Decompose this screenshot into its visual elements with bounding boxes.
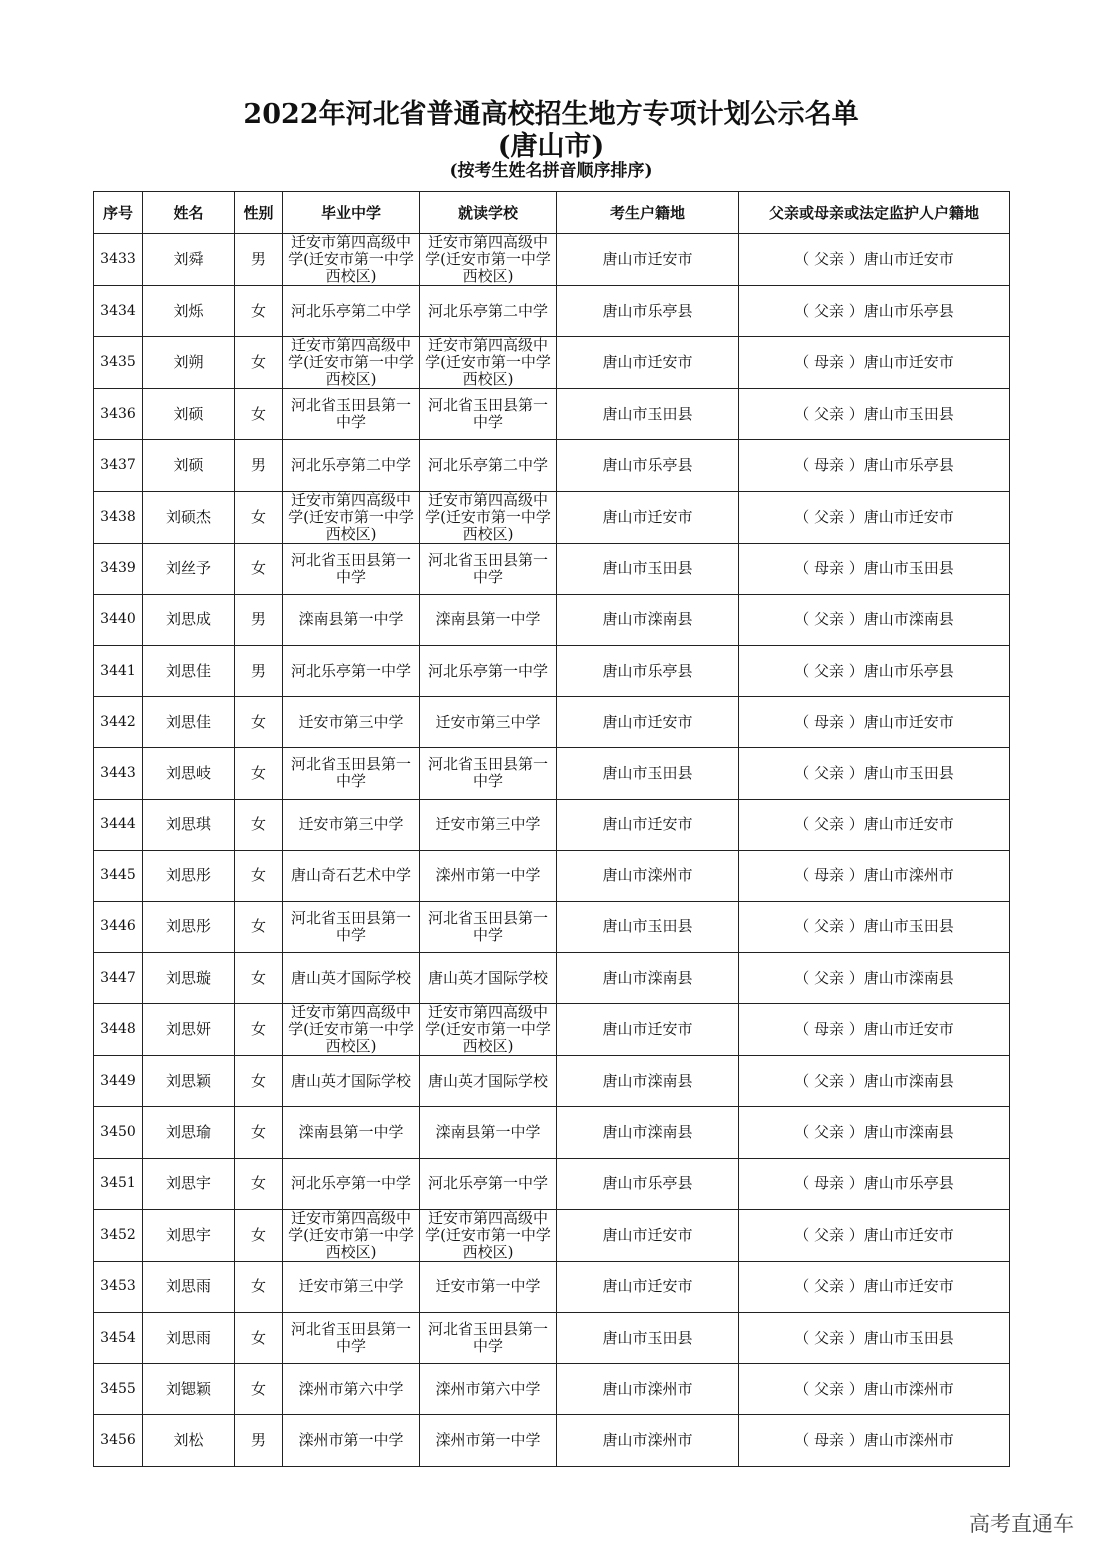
cell-name: 刘思岐 <box>143 748 235 799</box>
cell-grad-school: 河北省玉田县第一中学 <box>283 748 420 799</box>
cell-name: 刘锶颖 <box>143 1364 235 1415</box>
cell-parent-hukou: （ 父亲 ）唐山市乐亭县 <box>739 645 1010 696</box>
cell-name: 刘思彤 <box>143 850 235 901</box>
cell-name: 刘思雨 <box>143 1313 235 1364</box>
cell-id: 3441 <box>94 645 143 696</box>
cell-gender: 女 <box>235 697 283 748</box>
cell-gender: 男 <box>235 594 283 645</box>
cell-gender: 女 <box>235 491 283 543</box>
cell-name: 刘思成 <box>143 594 235 645</box>
cell-hukou: 唐山市乐亭县 <box>557 645 739 696</box>
cell-name: 刘硕杰 <box>143 491 235 543</box>
cell-name: 刘思佳 <box>143 697 235 748</box>
cell-name: 刘松 <box>143 1415 235 1466</box>
cell-parent-hukou: （ 父亲 ）唐山市滦南县 <box>739 594 1010 645</box>
cell-parent-hukou: （ 母亲 ）唐山市滦州市 <box>739 850 1010 901</box>
cell-name: 刘硕 <box>143 389 235 440</box>
page-title: 2022年河北省普通高校招生地方专项计划公示名单 <box>243 99 859 130</box>
header-parent-hukou: 父亲或母亲或法定监护人户籍地 <box>739 192 1010 234</box>
table-row <box>94 1209 1010 1261</box>
cell-parent-hukou: （ 母亲 ）唐山市迁安市 <box>739 697 1010 748</box>
cell-current-school: 滦州市第一中学 <box>420 850 557 901</box>
header-hukou: 考生户籍地 <box>557 192 739 234</box>
cell-id: 3433 <box>94 234 143 286</box>
cell-id: 3442 <box>94 697 143 748</box>
cell-name: 刘烁 <box>143 286 235 337</box>
cell-current-school: 河北乐亭第一中学 <box>420 645 557 696</box>
cell-current-school: 河北省玉田县第一中学 <box>420 389 557 440</box>
cell-name: 刘思瑜 <box>143 1107 235 1158</box>
cell-grad-school: 迁安市第四高级中学(迁安市第一中学西校区) <box>283 1004 420 1056</box>
cell-name: 刘硕 <box>143 440 235 491</box>
cell-current-school: 迁安市第四高级中学(迁安市第一中学西校区) <box>420 1209 557 1261</box>
cell-current-school: 迁安市第三中学 <box>420 799 557 850</box>
table-body <box>94 234 1010 1467</box>
cell-grad-school: 河北省玉田县第一中学 <box>283 543 420 594</box>
cell-hukou: 唐山市玉田县 <box>557 901 739 952</box>
cell-name: 刘思璇 <box>143 953 235 1004</box>
cell-current-school: 河北省玉田县第一中学 <box>420 1313 557 1364</box>
cell-grad-school: 迁安市第四高级中学(迁安市第一中学西校区) <box>283 234 420 286</box>
cell-hukou: 唐山市滦南县 <box>557 1107 739 1158</box>
cell-current-school: 河北省玉田县第一中学 <box>420 543 557 594</box>
cell-hukou: 唐山市玉田县 <box>557 748 739 799</box>
cell-parent-hukou: （ 母亲 ）唐山市滦州市 <box>739 1415 1010 1466</box>
cell-current-school: 唐山英才国际学校 <box>420 1056 557 1107</box>
cell-parent-hukou: （ 父亲 ）唐山市玉田县 <box>739 748 1010 799</box>
cell-grad-school: 河北省玉田县第一中学 <box>283 389 420 440</box>
table-row <box>94 1313 1010 1364</box>
cell-hukou: 唐山市滦南县 <box>557 1056 739 1107</box>
header-current-school: 就读学校 <box>420 192 557 234</box>
table-row <box>94 286 1010 337</box>
cell-gender: 男 <box>235 234 283 286</box>
table-row <box>94 234 1010 286</box>
cell-current-school: 河北乐亭第二中学 <box>420 286 557 337</box>
cell-id: 3453 <box>94 1261 143 1312</box>
cell-id: 3449 <box>94 1056 143 1107</box>
cell-name: 刘思宇 <box>143 1158 235 1209</box>
table-row <box>94 1004 1010 1056</box>
cell-current-school: 迁安市第四高级中学(迁安市第一中学西校区) <box>420 234 557 286</box>
cell-name: 刘思雨 <box>143 1261 235 1312</box>
roster-table <box>93 191 1010 1467</box>
cell-id: 3443 <box>94 748 143 799</box>
table-row <box>94 748 1010 799</box>
cell-current-school: 滦南县第一中学 <box>420 594 557 645</box>
header-gender: 性别 <box>235 192 283 234</box>
table-row <box>94 1107 1010 1158</box>
cell-hukou: 唐山市迁安市 <box>557 1004 739 1056</box>
cell-parent-hukou: （ 父亲 ）唐山市迁安市 <box>739 1209 1010 1261</box>
cell-hukou: 唐山市迁安市 <box>557 1209 739 1261</box>
cell-parent-hukou: （ 父亲 ）唐山市滦南县 <box>739 1056 1010 1107</box>
cell-current-school: 河北省玉田县第一中学 <box>420 748 557 799</box>
sort-note: (按考生姓名拼音顺序排序) <box>449 161 653 181</box>
cell-id: 3454 <box>94 1313 143 1364</box>
cell-gender: 女 <box>235 953 283 1004</box>
cell-id: 3436 <box>94 389 143 440</box>
cell-grad-school: 迁安市第三中学 <box>283 697 420 748</box>
cell-grad-school: 河北省玉田县第一中学 <box>283 901 420 952</box>
cell-gender: 男 <box>235 645 283 696</box>
cell-hukou: 唐山市迁安市 <box>557 697 739 748</box>
cell-gender: 女 <box>235 1056 283 1107</box>
cell-current-school: 迁安市第四高级中学(迁安市第一中学西校区) <box>420 1004 557 1056</box>
cell-grad-school: 河北省玉田县第一中学 <box>283 1313 420 1364</box>
cell-parent-hukou: （ 父亲 ）唐山市玉田县 <box>739 389 1010 440</box>
cell-hukou: 唐山市迁安市 <box>557 337 739 389</box>
page-subtitle: (唐山市) <box>497 131 605 162</box>
header-id: 序号 <box>94 192 143 234</box>
cell-parent-hukou: （ 母亲 ）唐山市迁安市 <box>739 337 1010 389</box>
cell-gender: 女 <box>235 1364 283 1415</box>
cell-gender: 女 <box>235 850 283 901</box>
cell-gender: 男 <box>235 440 283 491</box>
cell-hukou: 唐山市乐亭县 <box>557 1158 739 1209</box>
cell-name: 刘思颖 <box>143 1056 235 1107</box>
table-row <box>94 850 1010 901</box>
cell-hukou: 唐山市滦南县 <box>557 953 739 1004</box>
cell-grad-school: 唐山英才国际学校 <box>283 1056 420 1107</box>
cell-id: 3438 <box>94 491 143 543</box>
table-row <box>94 491 1010 543</box>
cell-current-school: 迁安市第三中学 <box>420 697 557 748</box>
table-row <box>94 389 1010 440</box>
cell-gender: 女 <box>235 901 283 952</box>
cell-id: 3437 <box>94 440 143 491</box>
cell-name: 刘舜 <box>143 234 235 286</box>
cell-name: 刘思琪 <box>143 799 235 850</box>
cell-grad-school: 唐山奇石艺术中学 <box>283 850 420 901</box>
cell-parent-hukou: （ 父亲 ）唐山市乐亭县 <box>739 286 1010 337</box>
cell-parent-hukou: （ 父亲 ）唐山市玉田县 <box>739 1313 1010 1364</box>
cell-hukou: 唐山市乐亭县 <box>557 286 739 337</box>
cell-id: 3447 <box>94 953 143 1004</box>
cell-current-school: 河北乐亭第二中学 <box>420 440 557 491</box>
cell-hukou: 唐山市滦州市 <box>557 850 739 901</box>
cell-hukou: 唐山市迁安市 <box>557 1261 739 1312</box>
cell-current-school: 迁安市第四高级中学(迁安市第一中学西校区) <box>420 337 557 389</box>
cell-parent-hukou: （ 父亲 ）唐山市滦南县 <box>739 1107 1010 1158</box>
cell-parent-hukou: （ 父亲 ）唐山市滦州市 <box>739 1364 1010 1415</box>
cell-hukou: 唐山市玉田县 <box>557 1313 739 1364</box>
cell-current-school: 迁安市第一中学 <box>420 1261 557 1312</box>
cell-name: 刘丝予 <box>143 543 235 594</box>
cell-grad-school: 河北乐亭第二中学 <box>283 440 420 491</box>
cell-current-school: 河北省玉田县第一中学 <box>420 901 557 952</box>
cell-current-school: 滦州市第一中学 <box>420 1415 557 1466</box>
cell-grad-school: 滦州市第六中学 <box>283 1364 420 1415</box>
table-row <box>94 1261 1010 1312</box>
cell-gender: 男 <box>235 1415 283 1466</box>
cell-grad-school: 河北乐亭第一中学 <box>283 1158 420 1209</box>
cell-name: 刘朔 <box>143 337 235 389</box>
cell-parent-hukou: （ 父亲 ）唐山市玉田县 <box>739 901 1010 952</box>
cell-grad-school: 迁安市第四高级中学(迁安市第一中学西校区) <box>283 1209 420 1261</box>
cell-parent-hukou: （ 父亲 ）唐山市迁安市 <box>739 491 1010 543</box>
cell-gender: 女 <box>235 1209 283 1261</box>
cell-parent-hukou: （ 母亲 ）唐山市乐亭县 <box>739 440 1010 491</box>
cell-parent-hukou: （ 母亲 ）唐山市乐亭县 <box>739 1158 1010 1209</box>
cell-id: 3435 <box>94 337 143 389</box>
cell-name: 刘思妍 <box>143 1004 235 1056</box>
cell-gender: 女 <box>235 1107 283 1158</box>
cell-id: 3444 <box>94 799 143 850</box>
cell-grad-school: 河北乐亭第二中学 <box>283 286 420 337</box>
cell-parent-hukou: （ 父亲 ）唐山市滦南县 <box>739 953 1010 1004</box>
cell-gender: 女 <box>235 799 283 850</box>
cell-hukou: 唐山市滦州市 <box>557 1364 739 1415</box>
table-row <box>94 1364 1010 1415</box>
cell-current-school: 滦州市第六中学 <box>420 1364 557 1415</box>
cell-current-school: 河北乐亭第一中学 <box>420 1158 557 1209</box>
table-row <box>94 543 1010 594</box>
table-row <box>94 799 1010 850</box>
table-row <box>94 1158 1010 1209</box>
cell-hukou: 唐山市迁安市 <box>557 799 739 850</box>
table-row <box>94 1415 1010 1466</box>
cell-grad-school: 滦州市第一中学 <box>283 1415 420 1466</box>
cell-id: 3455 <box>94 1364 143 1415</box>
cell-hukou: 唐山市滦州市 <box>557 1415 739 1466</box>
cell-id: 3450 <box>94 1107 143 1158</box>
cell-id: 3439 <box>94 543 143 594</box>
cell-gender: 女 <box>235 1004 283 1056</box>
cell-gender: 女 <box>235 748 283 799</box>
cell-gender: 女 <box>235 1313 283 1364</box>
cell-id: 3448 <box>94 1004 143 1056</box>
cell-current-school: 滦南县第一中学 <box>420 1107 557 1158</box>
table-row <box>94 337 1010 389</box>
cell-id: 3445 <box>94 850 143 901</box>
cell-gender: 女 <box>235 337 283 389</box>
cell-parent-hukou: （ 母亲 ）唐山市玉田县 <box>739 543 1010 594</box>
cell-id: 3452 <box>94 1209 143 1261</box>
table-row <box>94 953 1010 1004</box>
cell-id: 3456 <box>94 1415 143 1466</box>
cell-gender: 女 <box>235 389 283 440</box>
cell-grad-school: 唐山英才国际学校 <box>283 953 420 1004</box>
cell-grad-school: 滦南县第一中学 <box>283 1107 420 1158</box>
cell-grad-school: 迁安市第四高级中学(迁安市第一中学西校区) <box>283 491 420 543</box>
cell-hukou: 唐山市滦南县 <box>557 594 739 645</box>
cell-id: 3434 <box>94 286 143 337</box>
cell-grad-school: 迁安市第三中学 <box>283 799 420 850</box>
header-grad-school: 毕业中学 <box>283 192 420 234</box>
cell-hukou: 唐山市迁安市 <box>557 234 739 286</box>
cell-id: 3451 <box>94 1158 143 1209</box>
cell-grad-school: 河北乐亭第一中学 <box>283 645 420 696</box>
cell-grad-school: 滦南县第一中学 <box>283 594 420 645</box>
cell-hukou: 唐山市迁安市 <box>557 491 739 543</box>
table-row <box>94 1056 1010 1107</box>
cell-hukou: 唐山市玉田县 <box>557 389 739 440</box>
cell-name: 刘思宇 <box>143 1209 235 1261</box>
cell-current-school: 迁安市第四高级中学(迁安市第一中学西校区) <box>420 491 557 543</box>
table-row <box>94 594 1010 645</box>
header-name: 姓名 <box>143 192 235 234</box>
cell-gender: 女 <box>235 1261 283 1312</box>
table-row <box>94 440 1010 491</box>
cell-parent-hukou: （ 父亲 ）唐山市迁安市 <box>739 799 1010 850</box>
cell-parent-hukou: （ 父亲 ）唐山市迁安市 <box>739 234 1010 286</box>
table-row <box>94 645 1010 696</box>
cell-name: 刘思彤 <box>143 901 235 952</box>
cell-gender: 女 <box>235 543 283 594</box>
cell-hukou: 唐山市乐亭县 <box>557 440 739 491</box>
cell-grad-school: 迁安市第三中学 <box>283 1261 420 1312</box>
cell-gender: 女 <box>235 286 283 337</box>
cell-id: 3440 <box>94 594 143 645</box>
table-row <box>94 697 1010 748</box>
cell-parent-hukou: （ 父亲 ）唐山市迁安市 <box>739 1261 1010 1312</box>
table-row <box>94 901 1010 952</box>
cell-id: 3446 <box>94 901 143 952</box>
cell-current-school: 唐山英才国际学校 <box>420 953 557 1004</box>
cell-parent-hukou: （ 母亲 ）唐山市迁安市 <box>739 1004 1010 1056</box>
cell-gender: 女 <box>235 1158 283 1209</box>
cell-grad-school: 迁安市第四高级中学(迁安市第一中学西校区) <box>283 337 420 389</box>
cell-name: 刘思佳 <box>143 645 235 696</box>
cell-hukou: 唐山市玉田县 <box>557 543 739 594</box>
table-header-row <box>94 192 1010 234</box>
watermark: 高考直通车 <box>969 1512 1074 1536</box>
